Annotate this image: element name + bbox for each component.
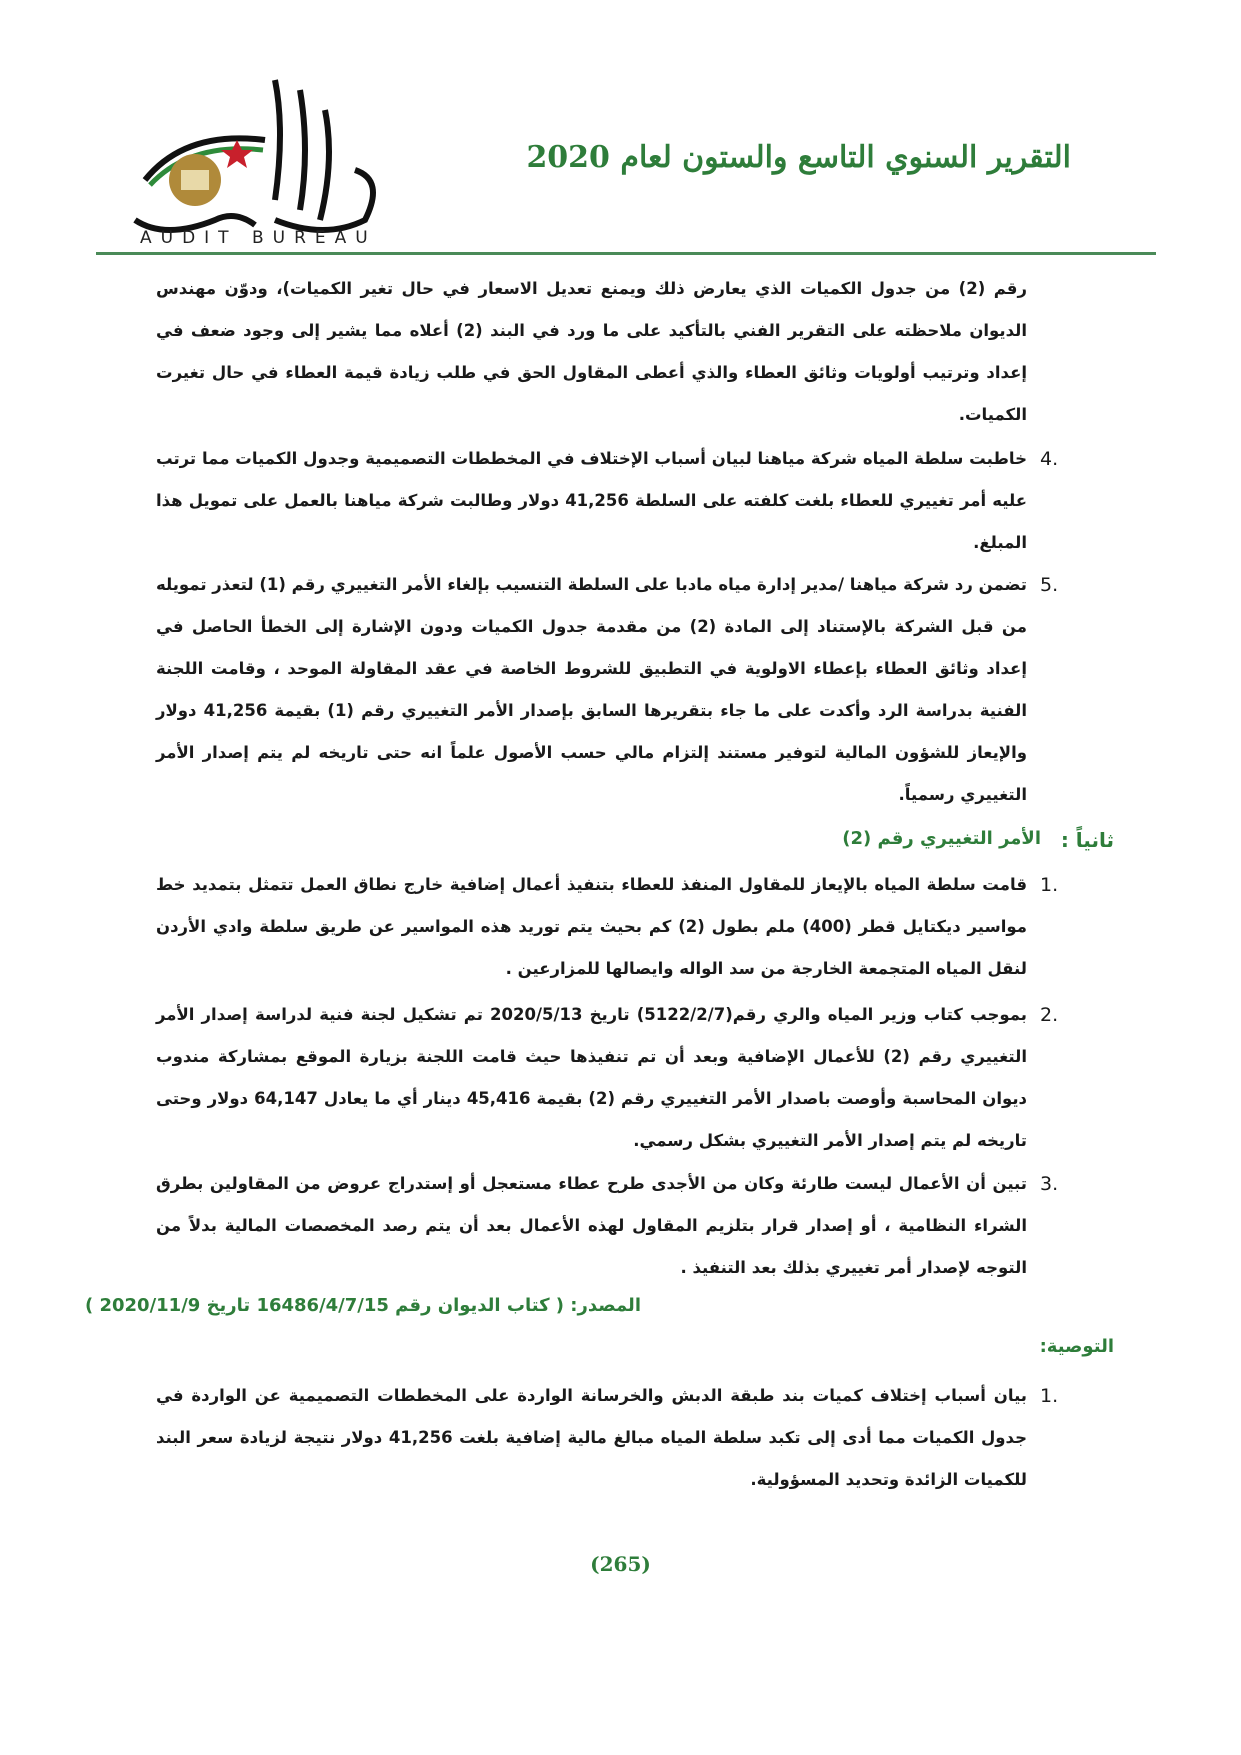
item-number: 2. [1040, 1004, 1059, 1026]
list-item: قامت سلطة المياه بالإيعاز للمقاول المنفذ للعطاء بتنفيذ أعمال إضافية خارج نطاق العمل تتمثل بتمديد خط مواسير ديكتايل قطر (400) ملم بطول (2) كم بحيث يتم توريد هذه المواسير عن طريق سلطة وادي الأردن لنقل المياه المتجمعة الخارجة من سد الواله وايصالها للمزارعين . [156, 875, 1027, 978]
intro-paragraph: رقم (2) من جدول الكميات الذي يعارض ذلك ويمنع تعديل الاسعار في حال تغير الكميات)، ودوّن مهندس الديوان ملاحظته على التقرير الفني بالتأكيد على ما ورد في البند (2) أعلاه مما يشير إلى وجود ضعف في إعداد وترتيب أولويات وثائق العطاء والذي أعطى المقاول الحق في طلب زيادة قيمة العطاء في حال تغيرت الكميات. [156, 279, 1027, 424]
list-item: تبين أن الأعمال ليست طارئة وكان من الأجدى طرح عطاء مستعجل أو إستدراج عروض من المقاولين بطرق الشراء النظامية ، أو إصدار قرار بتلزيم المقاول لهذه الأعمال بعد أن يتم رصد المخصصات المالية بدلاً من التوجه لإصدار أمر تغييري بذلك بعد التنفيذ . [156, 1174, 1027, 1277]
item-number: 5. [1040, 574, 1059, 596]
item-number: 1. [1040, 874, 1059, 896]
item-number: 3. [1040, 1173, 1059, 1195]
section-two-label: ثانياً : [1060, 828, 1114, 852]
list-item: بموجب كتاب وزير المياه والري رقم(5122/2/7) تاريخ 2020/5/13 تم تشكيل لجنة فنية لدراسة إصدار الأمر التغييري رقم (2) للأعمال الإضافية وبعد أن تم تنفيذها حيث قامت اللجنة بزيارة الموقع بمشاركة مندوب ديوان المحاسبة وأوصت باصدار الأمر التغييري رقم (2) بقيمة 45,416 دينار أي ما يعادل 64,147 دولار وحتى تاريخه لم يتم إصدار الأمر التغييري بشكل رسمي. [156, 1005, 1028, 1150]
recommendation-title: التوصية: [1039, 1336, 1114, 1357]
header-divider [96, 252, 1156, 255]
section-two-title: الأمر التغييري رقم (2) [842, 828, 1041, 849]
item-number: 4. [1040, 448, 1059, 470]
source-citation: المصدر: ( كتاب الديوان رقم 16486/4/7/15 تاريخ 2020/11/9 ) [84, 1295, 641, 1316]
report-title: التقرير السنوي التاسع والستون لعام 2020 [526, 140, 1071, 175]
logo-english-text: AUDIT BUREAU [140, 228, 377, 248]
recommendation-item: بيان أسباب إختلاف كميات بند طبقة الدبش والخرسانة الواردة على المخططات التصميمية عن الواردة في جدول الكميات مما أدى إلى تكبد سلطة المياه مبالغ مالية إضافية بلغت 41,256 دولار نتيجة لزيادة سعر البند للكميات الزائدة وتحديد المسؤولية. [156, 1386, 1027, 1489]
page-number: (265) [590, 1552, 651, 1576]
audit-bureau-logo [125, 70, 415, 250]
item-number: 1. [1040, 1385, 1059, 1407]
list-item: خاطبت سلطة المياه شركة مياهنا لبيان أسباب الإختلاف في المخططات التصميمية وجدول الكميات مما ترتب عليه أمر تغييري للعطاء بلغت كلفته على السلطة 41,256 دولار وطالبت شركة مياهنا بالعمل على تمويل هذا المبلغ. [156, 449, 1027, 552]
list-item: تضمن رد شركة مياهنا /مدير إدارة مياه مادبا على السلطة التنسيب بإلغاء الأمر التغييري رقم (1) لتعذر تمويله من قبل الشركة بالإستناد إلى المادة (2) من مقدمة جدول الكميات ودون الإشارة إلى الخطأ الحاصل في إعداد وثائق العطاء بإعطاء الاولوية في التطبيق للشروط الخاصة في عقد المقاولة الموحد ، وقامت اللجنة الفنية بدراسة الرد وأكدت على ما جاء بتقريرها السابق بإصدار الأمر التغييري رقم (1) بقيمة 41,256 دولار والإيعاز للشؤون المالية لتوفير مستند إلتزام مالي حسب الأصول علماً انه حتى تاريخه لم يتم إصدار الأمر التغييري رسمياً. [156, 575, 1028, 804]
